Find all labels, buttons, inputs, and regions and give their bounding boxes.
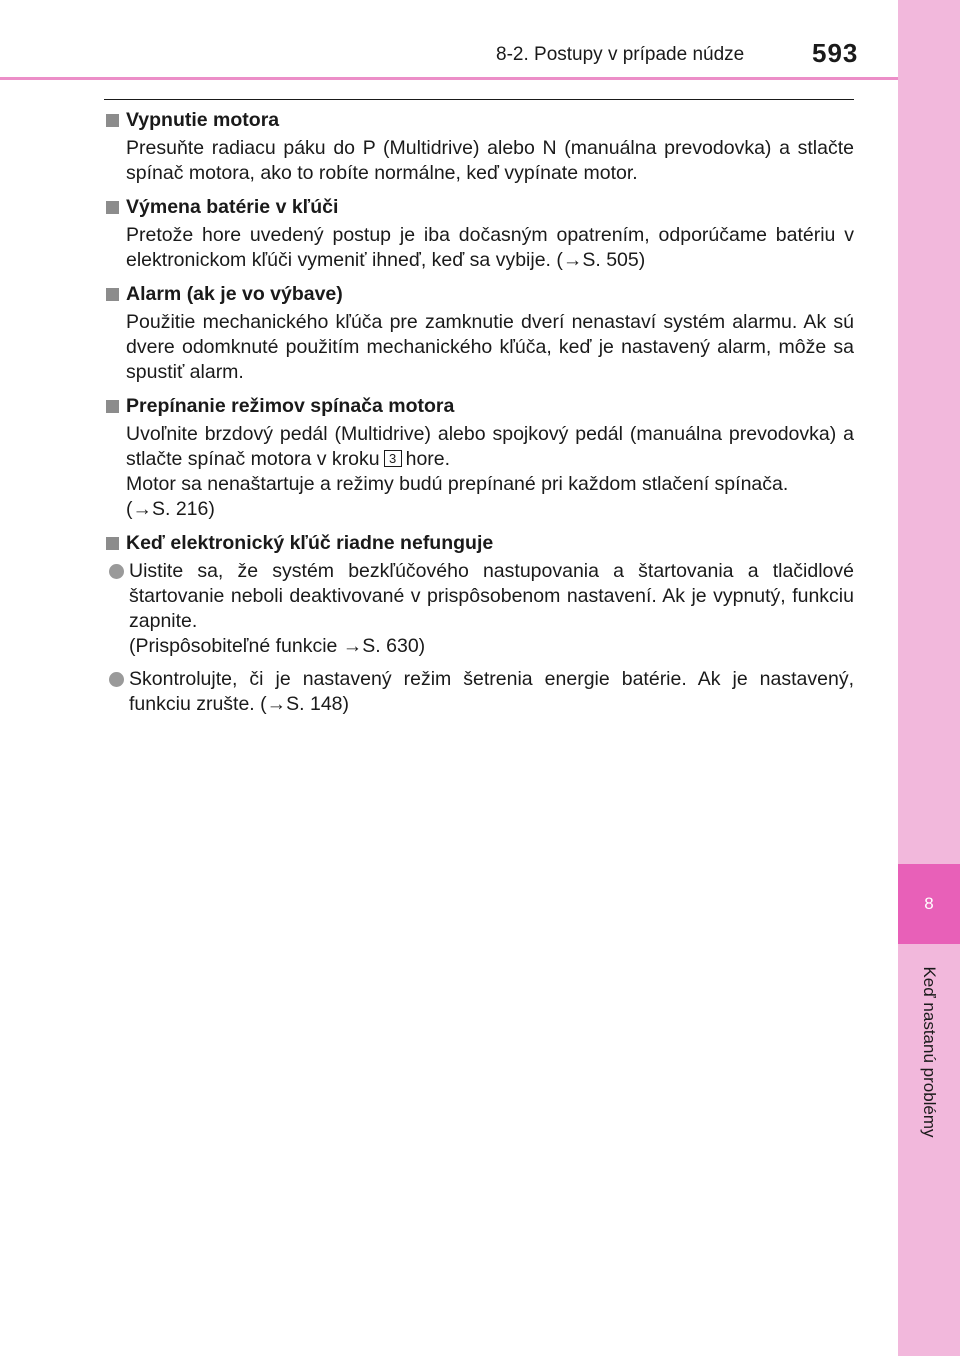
- bullet-text-block: [129, 559, 854, 659]
- section-heading: [106, 195, 854, 220]
- bullet-item: [106, 667, 854, 717]
- side-band: [898, 0, 960, 1356]
- page-content: [106, 108, 854, 726]
- square-bullet-icon: [106, 114, 119, 127]
- section-heading: [106, 108, 854, 133]
- content-rule: [104, 99, 854, 100]
- section-text: Pretože hore uvedený postup je iba dočasným opatrením, odporúčame batériu v elektronickom kľúči vymeniť ihneď, keď sa vybije. (→S. 505): [126, 224, 854, 271]
- section-engine-off: [106, 108, 854, 186]
- section-switch-modes: [106, 394, 854, 522]
- square-bullet-icon: [106, 201, 119, 214]
- section-heading: [106, 531, 854, 556]
- step-reference-box: 3: [384, 450, 402, 467]
- page-number: 593: [812, 38, 859, 68]
- heading-text: Vypnutie motora: [126, 109, 280, 131]
- section-key-battery: [106, 195, 854, 273]
- bullet-text: Skontrolujte, či je nastavený režim šetrenia energie batérie. Ak je nastavený, funkciu zrušte. (→S. 148): [129, 668, 854, 715]
- square-bullet-icon: [106, 288, 119, 301]
- page-reference: (Prispôsobiteľné funkcie →S. 630): [129, 635, 426, 657]
- section-text: [106, 422, 854, 522]
- chapter-title-vertical: Keď nastanú problémy: [920, 966, 939, 1138]
- bullet-text: Uistite sa, že systém bezkľúčového nastupovania a štartovania a tlačidlové štartovanie neboli deaktivované v prispôsobenom nastavení. Ak je vypnutý, funkciu zapnite.: [129, 560, 854, 632]
- round-bullet-icon: [109, 564, 124, 579]
- heading-text: Alarm (ak je vo výbave): [126, 283, 343, 305]
- section-alarm: [106, 282, 854, 385]
- heading-text: Keď elektronický kľúč riadne nefunguje: [126, 532, 494, 554]
- section-heading: [106, 282, 854, 307]
- section-line: Motor sa nenaštartuje a režimy budú prepínané pri každom stlačení spínača.: [126, 473, 789, 495]
- section-text: Použitie mechanického kľúča pre zamknutie dverí nenastaví systém alarmu. Ak sú dvere odomknuté použitím mechanického kľúča, keď je nastavený alarm, môže sa spustiť alarm.: [126, 311, 854, 383]
- heading-text: Výmena batérie v kľúči: [126, 196, 339, 218]
- step-text-after: hore.: [405, 448, 451, 470]
- section-heading: [106, 394, 854, 419]
- chapter-number-tab: [898, 864, 960, 944]
- round-bullet-icon: [109, 672, 124, 687]
- chapter-number: 8: [924, 894, 934, 913]
- square-bullet-icon: [106, 400, 119, 413]
- step-text-before: Uvoľnite brzdový pedál (Multidrive) alebo spojkový pedál (manuálna prevodovka) a stlačte spínač motora v kroku: [126, 423, 854, 470]
- heading-text: Prepínanie režimov spínača motora: [126, 395, 455, 417]
- section-text: Presuňte radiacu páku do P (Multidrive) alebo N (manuálna prevodovka) a stlačte spínač motora, ako to robíte normálne, keď vypínate motor.: [126, 137, 854, 184]
- square-bullet-icon: [106, 537, 119, 550]
- bullet-item: [106, 559, 854, 659]
- section-key-malfunction: [106, 531, 854, 717]
- page-reference: (→S. 216): [126, 498, 215, 520]
- header-divider: [0, 77, 898, 80]
- section-title: 8-2. Postupy v prípade núdze: [496, 44, 745, 65]
